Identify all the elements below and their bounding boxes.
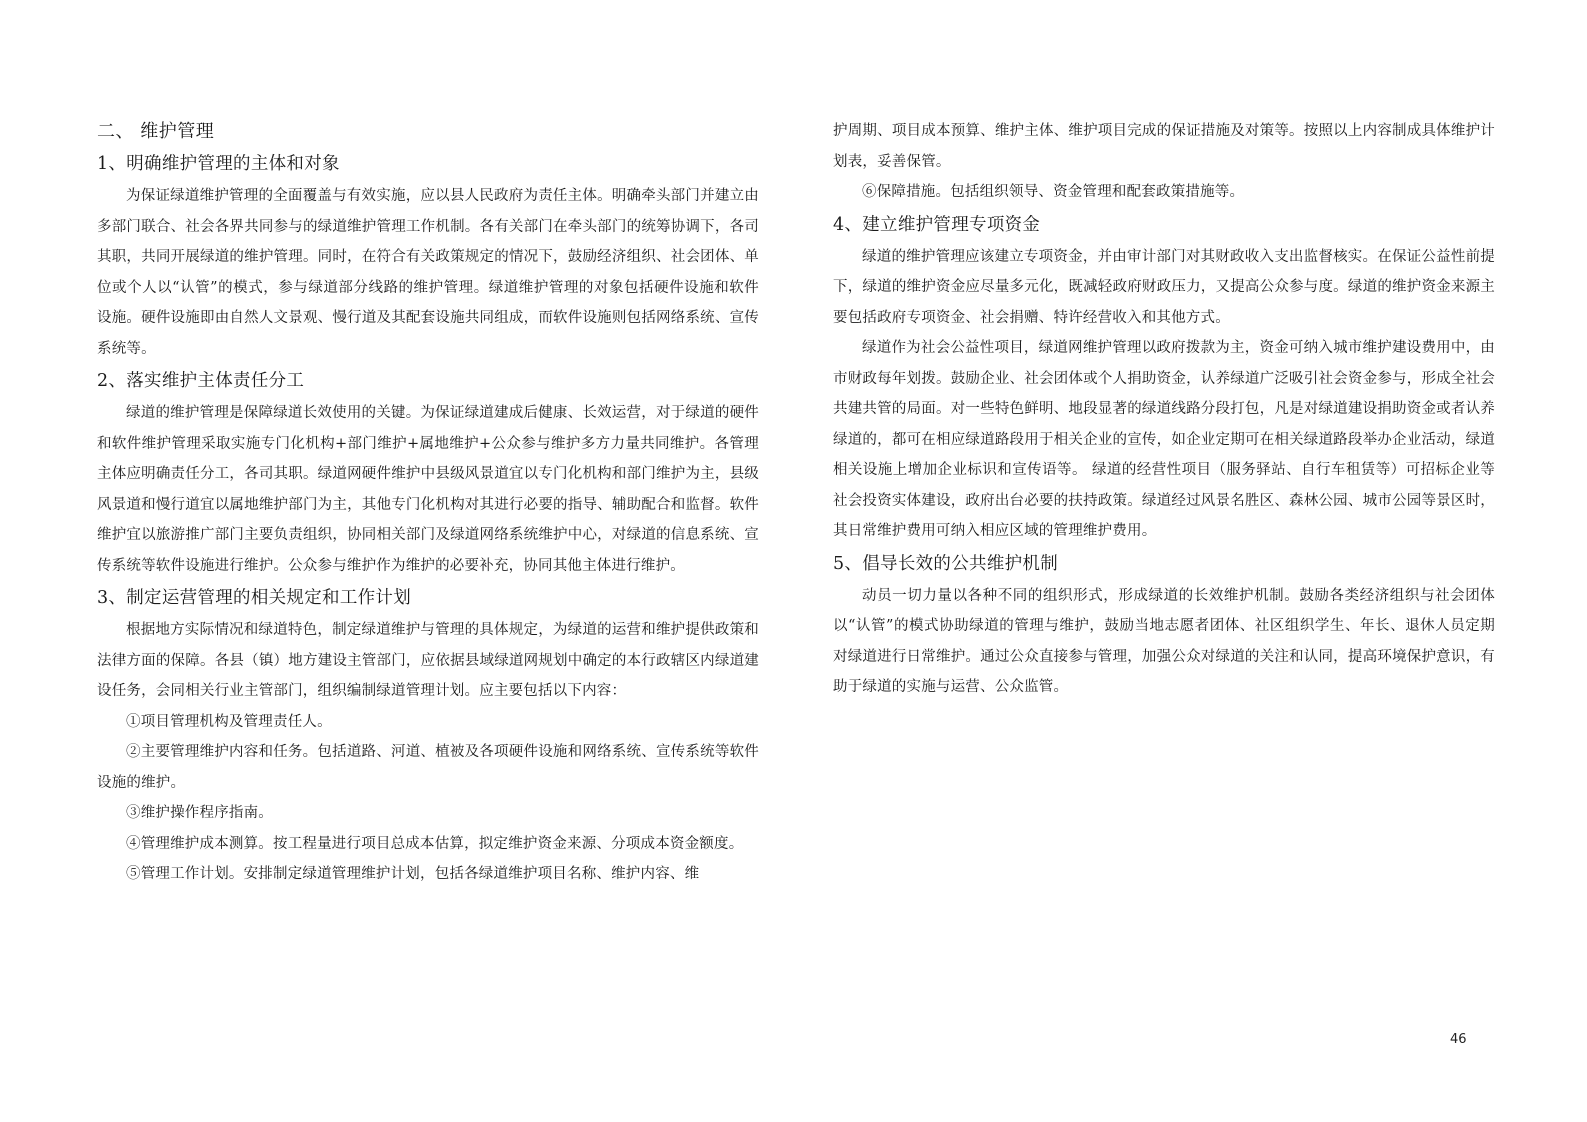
paragraph-4b: 绿道作为社会公益性项目，绿道网维护管理以政府拨款为主，资金可纳入城市维护建设费用中，由市财政每年划拨。鼓励企业、社会团体或个人捐助资金，认养绿道广泛吸引社会资金参与，形成全社会共建共管的局面。对一些特色鲜明、地段显著的绿道线路分段打包，凡是对绿道建设捐助资金或者认养绿道的，都可在相应绿道路段用于相关企业的宣传，如企业定期可在相关绿道路段举办企业活动，绿道相关设施上增加企业标识和宣传语等。 绿道的经营性项目（服务驿站、自行车租赁等）可招标企业等社会投资实体建设，政府出台必要的扶持政策。绿道经过风景名胜区、森林公园、城市公园等景区时，其日常维护费用可纳入相应区域的管理维护费用。 (833, 340, 1495, 539)
heading-4: 4、建立维护管理专项资金 (833, 214, 1041, 235)
list-item-5-continuation: 护周期、项目成本预算、维护主体、维护项目完成的保证措施及对策等。按照以上内容制成具体维护计划表，妥善保管。 (833, 123, 1495, 170)
list-item-3: ③维护操作程序指南。 (126, 805, 273, 821)
paragraph-5: 动员一切力量以各种不同的组织形式，形成绿道的长效维护机制。鼓励各类经济组织与社会团体以“认管”的模式协助绿道的管理与维护，鼓励当地志愿者团体、社区组织学生、年长、退休人员定期对绿道进行日常维护。通过公众直接参与管理，加强公众对绿道的关注和认同，提高环境保护意识，有助于绿道的实施与运营、公众监管。 (833, 587, 1495, 695)
list-item-6: ⑥保障措施。包括组织领导、资金管理和配套政策措施等。 (862, 184, 1245, 200)
page-number: 46 (1450, 1032, 1467, 1047)
heading-3: 3、制定运营管理的相关规定和工作计划 (97, 588, 412, 608)
list-item-2: ②主要管理维护内容和任务。包括道路、河道、植被及各项硬件设施和网络系统、宣传系统等软件设施的维护。 (97, 744, 759, 791)
left-column (97, 116, 759, 890)
right-column (833, 116, 1495, 703)
paragraph-2: 绿道的维护管理是保障绿道长效使用的关键。为保证绿道建成后健康、长效运营，对于绿道的硬件和软件维护管理采取实施专门化机构+部门维护+属地维护+公众参与维护多方力量共同维护。各管理主体应明确责任分工，各司其职。绿道网硬件维护中县级风景道宜以专门化机构和部门维护为主，县级风景道和慢行道宜以属地维护部门为主，其他专门化机构对其进行必要的指导、辅助配合和监督。软件维护宜以旅游推广部门主要负责组织，协同相关部门及绿道网络系统维护中心，对绿道的信息系统、宣传系统等软件设施进行维护。公众参与维护作为维护的必要补充，协同其他主体进行维护。 (97, 405, 759, 574)
paragraph-1: 为保证绿道维护管理的全面覆盖与有效实施，应以县人民政府为责任主体。明确牵头部门并建立由多部门联合、社会各界共同参与的绿道维护管理工作机制。各有关部门在牵头部门的统筹协调下，各司其职，共同开展绿道的维护管理。同时，在符合有关政策规定的情况下，鼓励经济组织、社会团体、单位或个人以“认管”的模式，参与绿道部分线路的维护管理。绿道维护管理的对象包括硬件设施和软件设施。硬件设施即由自然人文景观、慢行道及其配套设施共同组成，而软件设施则包括网络系统、宣传系统等。 (97, 188, 759, 357)
heading-1: 1、明确维护管理的主体和对象 (97, 154, 340, 174)
heading-5: 5、倡导长效的公共维护机制 (833, 553, 1059, 574)
list-item-1: ①项目管理机构及管理责任人。 (126, 713, 332, 730)
list-item-4: ④管理维护成本测算。按工程量进行项目总成本估算，拟定维护资金来源、分项成本资金额度。 (126, 835, 744, 852)
heading-2: 2、落实维护主体责任分工 (97, 371, 305, 391)
paragraph-3: 根据地方实际情况和绿道特色，制定绿道维护与管理的具体规定，为绿道的运营和维护提供政策和法律方面的保障。各县（镇）地方建设主管部门，应依据县域绿道网规划中确定的本行政辖区内绿道建设任务，会同相关行业主管部门，组织编制绿道管理计划。应主要包括以下内容： (97, 622, 759, 699)
section-title: 二、 维护管理 (97, 121, 215, 142)
list-item-5: ⑤管理工作计划。安排制定绿道管理维护计划，包括各绿道维护项目名称、维护内容、维 (126, 866, 700, 882)
paragraph-4a: 绿道的维护管理应该建立专项资金，并由审计部门对其财政收入支出监督核实。在保证公益性前提下，绿道的维护资金应尽量多元化，既减轻政府财政压力，又提高公众参与度。绿道的维护资金来源主要包括政府专项资金、社会捐赠、特许经营收入和其他方式。 (833, 248, 1495, 326)
